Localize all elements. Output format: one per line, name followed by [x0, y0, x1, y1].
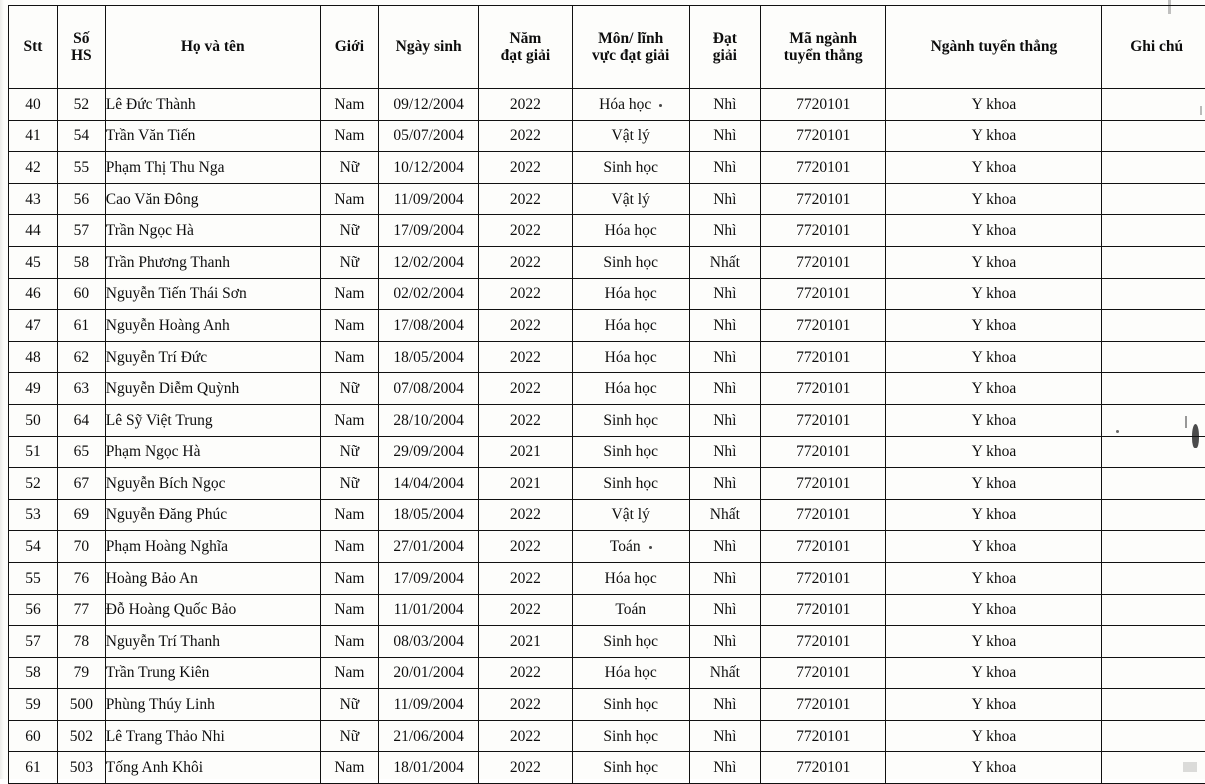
cell-so-hs: 65: [57, 436, 105, 468]
cell-major: Y khoa: [886, 89, 1102, 121]
cell-major: Y khoa: [886, 152, 1102, 184]
cell-note: [1102, 373, 1205, 405]
cell-name: Nguyễn Trí Đức: [105, 341, 320, 373]
cell-dob: 28/10/2004: [379, 404, 479, 436]
column-header-major-code-line1: Mã ngành: [789, 30, 857, 47]
cell-major: Y khoa: [886, 246, 1102, 278]
cell-dob: 08/03/2004: [379, 626, 479, 658]
cell-major-code: 7720101: [760, 152, 886, 184]
cell-so-hs: 54: [57, 120, 105, 152]
cell-award: Nhì: [689, 404, 760, 436]
column-header-name: [105, 6, 320, 89]
cell-so-hs: 79: [57, 657, 105, 689]
cell-award: Nhất: [689, 499, 760, 531]
cell-award-year: 2021: [479, 626, 573, 658]
cell-major-code: 7720101: [760, 562, 886, 594]
table-row: [9, 341, 1205, 373]
cell-note: [1102, 468, 1205, 500]
column-header-award: [689, 6, 760, 89]
cell-dob: 17/09/2004: [379, 562, 479, 594]
cell-name: Trần Ngọc Hà: [105, 215, 320, 247]
cell-subject: Sinh học: [572, 152, 689, 184]
table-row: [9, 531, 1205, 563]
cell-award: Nhì: [689, 562, 760, 594]
cell-dob: 11/09/2004: [379, 183, 479, 215]
cell-name: Đỗ Hoàng Quốc Bảo: [105, 594, 320, 626]
cell-stt: 49: [9, 373, 58, 405]
cell-stt: 55: [9, 562, 58, 594]
cell-note: [1102, 120, 1205, 152]
cell-stt: 56: [9, 594, 58, 626]
cell-award-year: 2022: [479, 152, 573, 184]
column-header-award-line2: giải: [692, 47, 758, 64]
cell-so-hs: 61: [57, 310, 105, 342]
cell-gender: Nữ: [320, 246, 379, 278]
cell-award-year: 2022: [479, 120, 573, 152]
cell-dob: 17/09/2004: [379, 215, 479, 247]
cell-name: Phạm Ngọc Hà: [105, 436, 320, 468]
column-header-note-line1: Ghi chú: [1130, 38, 1183, 55]
cell-award-year: 2022: [479, 562, 573, 594]
cell-award: Nhì: [689, 531, 760, 563]
page-edge-shadow: [0, 0, 4, 779]
cell-dob: 05/07/2004: [379, 120, 479, 152]
table-row: [9, 404, 1205, 436]
cell-name: Hoàng Bảo An: [105, 562, 320, 594]
column-header-major-code-line2: tuyển thẳng: [763, 47, 884, 64]
cell-award-year: 2022: [479, 341, 573, 373]
column-header-subject-line2: vực đạt giải: [575, 47, 687, 64]
table-row: [9, 436, 1205, 468]
cell-award: Nhì: [689, 120, 760, 152]
cell-note: [1102, 246, 1205, 278]
scan-speckle: [659, 104, 662, 107]
cell-subject: Toán: [572, 531, 689, 563]
cell-major-code: 7720101: [760, 120, 886, 152]
cell-gender: Nữ: [320, 373, 379, 405]
cell-name: Nguyễn Trí Thanh: [105, 626, 320, 658]
cell-subject: Sinh học: [572, 720, 689, 752]
cell-major-code: 7720101: [760, 468, 886, 500]
cell-major-code: 7720101: [760, 373, 886, 405]
cell-dob: 07/08/2004: [379, 373, 479, 405]
cell-stt: 59: [9, 689, 58, 721]
cell-award-year: 2022: [479, 183, 573, 215]
cell-note: [1102, 215, 1205, 247]
cell-note: [1102, 720, 1205, 752]
cell-name: Nguyễn Diễm Quỳnh: [105, 373, 320, 405]
cell-subject: Sinh học: [572, 436, 689, 468]
cell-gender: Nữ: [320, 468, 379, 500]
cell-award-year: 2022: [479, 720, 573, 752]
cell-award-year: 2022: [479, 404, 573, 436]
cell-major-code: 7720101: [760, 531, 886, 563]
cell-so-hs: 64: [57, 404, 105, 436]
cell-major: Y khoa: [886, 626, 1102, 658]
cell-major-code: 7720101: [760, 594, 886, 626]
cell-note: [1102, 626, 1205, 658]
cell-stt: 57: [9, 626, 58, 658]
cell-dob: 12/02/2004: [379, 246, 479, 278]
cell-major: Y khoa: [886, 720, 1102, 752]
cell-name: Trần Văn Tiến: [105, 120, 320, 152]
cell-name: Trần Trung Kiên: [105, 657, 320, 689]
column-header-stt: [9, 6, 58, 89]
cell-note: [1102, 689, 1205, 721]
table-row: [9, 468, 1205, 500]
cell-award-year: 2022: [479, 278, 573, 310]
cell-stt: 58: [9, 657, 58, 689]
table-row: [9, 562, 1205, 594]
cell-award-year: 2022: [479, 657, 573, 689]
cell-dob: 11/09/2004: [379, 689, 479, 721]
table-row: [9, 720, 1205, 752]
cell-name: Phạm Hoàng Nghĩa: [105, 531, 320, 563]
cell-major: Y khoa: [886, 468, 1102, 500]
cell-note: [1102, 89, 1205, 121]
cell-stt: 47: [9, 310, 58, 342]
cell-name: Trần Phương Thanh: [105, 246, 320, 278]
cell-award-year: 2022: [479, 215, 573, 247]
cell-subject: Sinh học: [572, 752, 689, 784]
cell-note: [1102, 531, 1205, 563]
cell-gender: Nữ: [320, 436, 379, 468]
cell-award: Nhì: [689, 373, 760, 405]
cell-major: Y khoa: [886, 120, 1102, 152]
cell-dob: 20/01/2004: [379, 657, 479, 689]
cell-major-code: 7720101: [760, 278, 886, 310]
table-header-row: [9, 6, 1205, 89]
cell-major-code: 7720101: [760, 404, 886, 436]
cell-major: Y khoa: [886, 373, 1102, 405]
table-row: [9, 310, 1205, 342]
cell-major: Y khoa: [886, 215, 1102, 247]
cell-dob: 14/04/2004: [379, 468, 479, 500]
cell-dob: 27/01/2004: [379, 531, 479, 563]
table-row: [9, 626, 1205, 658]
cell-gender: Nam: [320, 120, 379, 152]
cell-gender: Nam: [320, 499, 379, 531]
cell-award-year: 2022: [479, 689, 573, 721]
cell-so-hs: 69: [57, 499, 105, 531]
cell-award-year: 2022: [479, 499, 573, 531]
cell-gender: Nam: [320, 341, 379, 373]
cell-subject: Sinh học: [572, 246, 689, 278]
cell-stt: 54: [9, 531, 58, 563]
column-header-award-year-line1: Năm: [509, 30, 541, 47]
cell-stt: 41: [9, 120, 58, 152]
cell-note: [1102, 404, 1205, 436]
cell-award: Nhì: [689, 720, 760, 752]
cell-award-year: 2022: [479, 752, 573, 784]
table-row: [9, 183, 1205, 215]
cell-stt: 48: [9, 341, 58, 373]
cell-gender: Nam: [320, 531, 379, 563]
cell-gender: Nữ: [320, 720, 379, 752]
cell-name: Nguyễn Tiến Thái Sơn: [105, 278, 320, 310]
cell-major: Y khoa: [886, 657, 1102, 689]
cell-name: Lê Trang Thảo Nhi: [105, 720, 320, 752]
cell-so-hs: 77: [57, 594, 105, 626]
cell-award: Nhì: [689, 752, 760, 784]
cell-major-code: 7720101: [760, 720, 886, 752]
column-header-major: [886, 6, 1102, 89]
cell-award-year: 2021: [479, 468, 573, 500]
table-row: [9, 657, 1205, 689]
cell-name: Nguyễn Hoàng Anh: [105, 310, 320, 342]
column-header-so-hs-line2: HS: [60, 47, 103, 64]
table-row: [9, 215, 1205, 247]
column-header-so-hs: [57, 6, 105, 89]
cell-gender: Nam: [320, 89, 379, 121]
cell-award: Nhì: [689, 689, 760, 721]
cell-major-code: 7720101: [760, 183, 886, 215]
cell-note: [1102, 183, 1205, 215]
column-header-major-code: [760, 6, 886, 89]
cell-so-hs: 55: [57, 152, 105, 184]
cell-subject: Sinh học: [572, 689, 689, 721]
cell-name: Lê Đức Thành: [105, 89, 320, 121]
column-header-award-year: [479, 6, 573, 89]
cell-subject: Hóa học: [572, 215, 689, 247]
cell-gender: Nam: [320, 626, 379, 658]
cell-award: Nhì: [689, 436, 760, 468]
cell-name: Lê Sỹ Việt Trung: [105, 404, 320, 436]
cell-stt: 46: [9, 278, 58, 310]
cell-gender: Nữ: [320, 689, 379, 721]
cell-major: Y khoa: [886, 531, 1102, 563]
cell-subject: Sinh học: [572, 404, 689, 436]
cell-subject: Sinh học: [572, 468, 689, 500]
cell-subject: Hóa học: [572, 341, 689, 373]
cell-so-hs: 78: [57, 626, 105, 658]
column-header-note: [1102, 6, 1205, 89]
cell-so-hs: 67: [57, 468, 105, 500]
cell-major: Y khoa: [886, 341, 1102, 373]
cell-stt: 60: [9, 720, 58, 752]
cell-subject: Hóa học: [572, 310, 689, 342]
column-header-subject-line1: Môn/ lĩnh: [598, 30, 663, 47]
cell-major: Y khoa: [886, 183, 1102, 215]
cell-note: [1102, 152, 1205, 184]
cell-major-code: 7720101: [760, 215, 886, 247]
table-row: [9, 120, 1205, 152]
table-row: [9, 152, 1205, 184]
cell-stt: 52: [9, 468, 58, 500]
cell-dob: 17/08/2004: [379, 310, 479, 342]
cell-stt: 42: [9, 152, 58, 184]
cell-note: [1102, 436, 1205, 468]
cell-dob: 09/12/2004: [379, 89, 479, 121]
cell-major: Y khoa: [886, 310, 1102, 342]
cell-major-code: 7720101: [760, 657, 886, 689]
column-header-dob-line1: Ngày sinh: [396, 38, 462, 55]
column-header-gender: [320, 6, 379, 89]
table-row: [9, 594, 1205, 626]
table-row: [9, 89, 1205, 121]
cell-award: Nhì: [689, 152, 760, 184]
cell-subject: Hóa học: [572, 89, 689, 121]
table-row: [9, 278, 1205, 310]
cell-gender: Nữ: [320, 152, 379, 184]
cell-award: Nhì: [689, 215, 760, 247]
cell-award: Nhì: [689, 89, 760, 121]
cell-stt: 43: [9, 183, 58, 215]
cell-so-hs: 502: [57, 720, 105, 752]
column-header-major-line1: Ngành tuyển thẳng: [931, 38, 1058, 55]
cell-major-code: 7720101: [760, 626, 886, 658]
cell-award: Nhất: [689, 657, 760, 689]
cell-gender: Nam: [320, 310, 379, 342]
scan-speckle: [649, 546, 652, 549]
cell-so-hs: 52: [57, 89, 105, 121]
cell-name: Phùng Thúy Linh: [105, 689, 320, 721]
column-header-award-line1: Đạt: [713, 30, 737, 47]
cell-stt: 45: [9, 246, 58, 278]
cell-award: Nhì: [689, 594, 760, 626]
cell-gender: Nữ: [320, 215, 379, 247]
column-header-name-line1: Họ và tên: [181, 38, 245, 55]
cell-note: [1102, 278, 1205, 310]
cell-award: Nhì: [689, 468, 760, 500]
cell-name: Nguyễn Đăng Phúc: [105, 499, 320, 531]
cell-so-hs: 63: [57, 373, 105, 405]
admission-table: [8, 5, 1205, 784]
cell-name: Tống Anh Khôi: [105, 752, 320, 784]
cell-major-code: 7720101: [760, 752, 886, 784]
column-header-subject: [572, 6, 689, 89]
cell-major-code: 7720101: [760, 89, 886, 121]
cell-note: [1102, 341, 1205, 373]
table-row: [9, 246, 1205, 278]
cell-award: Nhì: [689, 310, 760, 342]
cell-major-code: 7720101: [760, 310, 886, 342]
cell-award: Nhì: [689, 341, 760, 373]
cell-so-hs: 57: [57, 215, 105, 247]
cell-stt: 44: [9, 215, 58, 247]
cell-gender: Nam: [320, 752, 379, 784]
cell-stt: 50: [9, 404, 58, 436]
cell-stt: 61: [9, 752, 58, 784]
cell-major: Y khoa: [886, 594, 1102, 626]
cell-subject: Hóa học: [572, 278, 689, 310]
cell-note: [1102, 499, 1205, 531]
cell-award: Nhì: [689, 183, 760, 215]
cell-award-year: 2022: [479, 246, 573, 278]
column-header-gender-line1: Giới: [335, 38, 364, 55]
cell-gender: Nam: [320, 278, 379, 310]
cell-dob: 29/09/2004: [379, 436, 479, 468]
cell-major-code: 7720101: [760, 436, 886, 468]
cell-major: Y khoa: [886, 562, 1102, 594]
cell-gender: Nam: [320, 404, 379, 436]
cell-major: Y khoa: [886, 278, 1102, 310]
table-row: [9, 373, 1205, 405]
cell-so-hs: 56: [57, 183, 105, 215]
cell-so-hs: 60: [57, 278, 105, 310]
cell-stt: 51: [9, 436, 58, 468]
cell-major: Y khoa: [886, 436, 1102, 468]
cell-award-year: 2022: [479, 89, 573, 121]
cell-name: Phạm Thị Thu Nga: [105, 152, 320, 184]
cell-award-year: 2022: [479, 594, 573, 626]
cell-gender: Nam: [320, 657, 379, 689]
cell-subject: Vật lý: [572, 499, 689, 531]
column-header-dob: [379, 6, 479, 89]
column-header-so-hs-line1: Số: [73, 30, 89, 47]
cell-major-code: 7720101: [760, 499, 886, 531]
cell-note: [1102, 310, 1205, 342]
cell-award-year: 2021: [479, 436, 573, 468]
cell-award: Nhì: [689, 278, 760, 310]
cell-dob: 18/01/2004: [379, 752, 479, 784]
cell-so-hs: 503: [57, 752, 105, 784]
cell-major-code: 7720101: [760, 341, 886, 373]
cell-subject: Sinh học: [572, 626, 689, 658]
cell-dob: 11/01/2004: [379, 594, 479, 626]
cell-dob: 10/12/2004: [379, 152, 479, 184]
cell-award: Nhất: [689, 246, 760, 278]
table-row: [9, 689, 1205, 721]
cell-award-year: 2022: [479, 373, 573, 405]
cell-gender: Nam: [320, 562, 379, 594]
cell-stt: 53: [9, 499, 58, 531]
cell-so-hs: 62: [57, 341, 105, 373]
cell-subject: Hóa học: [572, 657, 689, 689]
table-body: [9, 89, 1205, 784]
cell-major-code: 7720101: [760, 246, 886, 278]
cell-so-hs: 500: [57, 689, 105, 721]
cell-major: Y khoa: [886, 404, 1102, 436]
column-header-stt-line1: Stt: [23, 38, 42, 55]
cell-dob: 02/02/2004: [379, 278, 479, 310]
cell-dob: 21/06/2004: [379, 720, 479, 752]
cell-so-hs: 70: [57, 531, 105, 563]
cell-subject: Hóa học: [572, 562, 689, 594]
cell-name: Cao Văn Đông: [105, 183, 320, 215]
cell-so-hs: 76: [57, 562, 105, 594]
cell-subject: Toán: [572, 594, 689, 626]
cell-subject: Vật lý: [572, 120, 689, 152]
cell-major: Y khoa: [886, 689, 1102, 721]
cell-note: [1102, 562, 1205, 594]
cell-award: Nhì: [689, 626, 760, 658]
cell-dob: 18/05/2004: [379, 499, 479, 531]
cell-subject: Vật lý: [572, 183, 689, 215]
cell-award-year: 2022: [479, 310, 573, 342]
cell-stt: 40: [9, 89, 58, 121]
cell-gender: Nam: [320, 594, 379, 626]
table-row: [9, 499, 1205, 531]
cell-award-year: 2022: [479, 531, 573, 563]
cell-major-code: 7720101: [760, 689, 886, 721]
table-header: [9, 6, 1205, 89]
cell-major: Y khoa: [886, 499, 1102, 531]
cell-subject: Hóa học: [572, 373, 689, 405]
cell-dob: 18/05/2004: [379, 341, 479, 373]
cell-major: Y khoa: [886, 752, 1102, 784]
column-header-award-year-line2: đạt giải: [481, 47, 570, 64]
cell-note: [1102, 657, 1205, 689]
cell-so-hs: 58: [57, 246, 105, 278]
cell-note: [1102, 594, 1205, 626]
cell-name: Nguyễn Bích Ngọc: [105, 468, 320, 500]
cell-gender: Nam: [320, 183, 379, 215]
